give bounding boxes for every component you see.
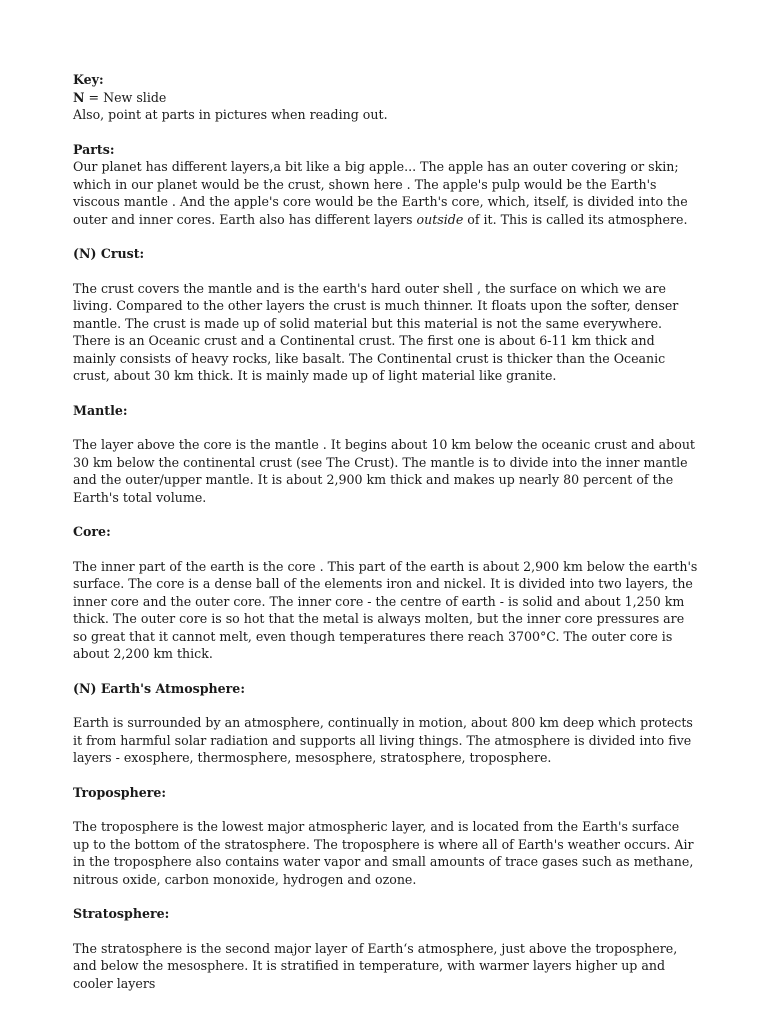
key-section (73, 71, 698, 124)
key-heading: Key: (73, 72, 104, 87)
crust-heading: (N) Crust: (73, 246, 145, 261)
stratosphere-heading: Stratosphere: (73, 906, 170, 921)
stratosphere-paragraph: The stratosphere is the second major layer of Earth‘s atmosphere, just above the troposphere, and below the mesosphere. It is stratified in temperature, with warmer layers higher up and cooler layers (73, 940, 678, 991)
key-n-meaning: = New slide (84, 89, 167, 105)
parts-section (73, 141, 698, 229)
parts-paragraph (73, 158, 698, 228)
mantle-paragraph: The layer above the core is the mantle . It begins about 10 km below the oceanic crust and about 30 km below the continental crust (see The Crust). The mantle is to divide into the inner mantle and the outer/upper mantle. It is about 2,900 km thick and makes up nearly 80 percent of the Earth's total volume. (73, 437, 695, 505)
parts-text-before: Our planet has different layers,a bit like a big apple... The apple has an outer covering or skin; which in our planet would be the crust, shown here . The apple's pulp would be the Earth's viscous mantle . And the apple's core would be the Earth's core, which, itself, is divided into the outer and inner cores. Earth also has different layers (73, 159, 688, 227)
document-page (73, 71, 698, 1009)
mantle-heading: Mantle: (73, 402, 128, 418)
parts-italic-word: outside (416, 211, 464, 227)
key-note: Also, point at parts in pictures when reading out. (73, 107, 388, 122)
key-new-slide-line (73, 89, 698, 107)
parts-heading: Parts: (73, 141, 115, 157)
core-paragraph: The inner part of the earth is the core . This part of the earth is about 2,900 km below the earth's surface. The core is a dense ball of the elements iron and nickel. It is divided into two layers, the inner core and the outer core. The inner core - the centre of earth - is solid and about 1,250 km thick. The outer core is so hot that the metal is always molten, but the inner core pressures are so great that it cannot melt, even though temperatures there reach 3700°C. The outer core is about 2,200 km thick. (73, 558, 698, 661)
core-heading: Core: (73, 524, 111, 539)
troposphere-paragraph: The troposphere is the lowest major atmospheric layer, and is located from the Earth's surface up to the bottom of the stratosphere. The troposphere is where all of Earth's weather occurs. Air in the troposphere also contains water vapor and small amounts of trace gases such as methane, nitrous oxide, carbon monoxide, hydrogen and ozone. (73, 819, 694, 887)
atmosphere-heading: (N) Earth's Atmosphere: (73, 680, 245, 696)
crust-paragraph: The crust covers the mantle and is the earth's hard outer shell , the surface on which we are living. Compared to the other layers the crust is much thinner. It floats upon the softer, denser mantle. The crust is made up of solid material but this material is not the same everywhere. There is an Oceanic crust and a Continental crust. The first one is about 6-11 km thick and mainly consists of heavy rocks, like basalt. The Continental crust is thicker than the Oceanic crust, about 30 km thick. It is mainly made up of light material like granite. (73, 280, 679, 383)
troposphere-heading: Troposphere: (73, 784, 167, 800)
key-n-symbol: N (73, 89, 85, 105)
parts-text-after: of it. This is called its atmosphere. (463, 211, 688, 227)
atmosphere-paragraph: Earth is surrounded by an atmosphere, continually in motion, about 800 km deep which protects it from harmful solar radiation and supports all living things. The atmosphere is divided into five layers - exosphere, thermosphere, mesosphere, stratosphere, troposphere. (73, 715, 693, 765)
